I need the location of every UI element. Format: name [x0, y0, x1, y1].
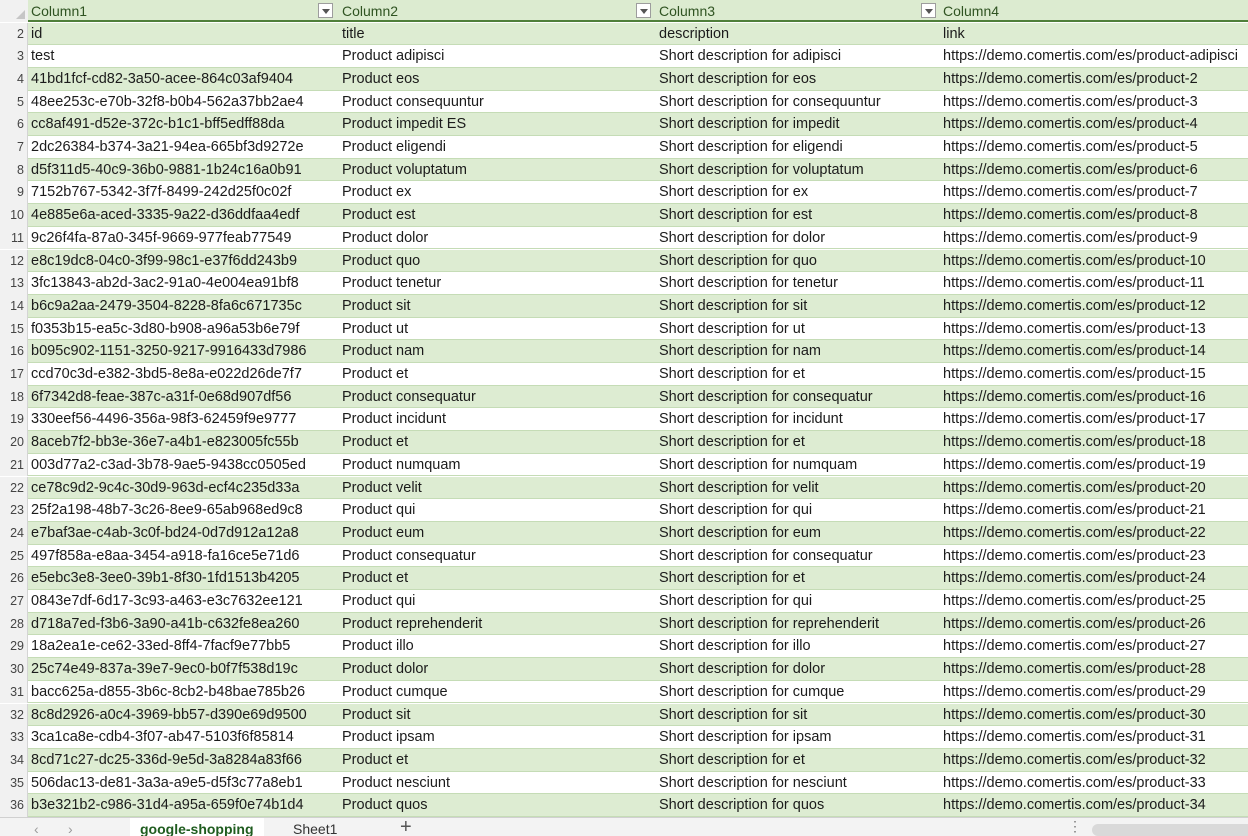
description-cell[interactable]: Short description for tenetur: [656, 272, 940, 295]
row-number[interactable]: 20: [0, 431, 28, 454]
description-cell[interactable]: Short description for nam: [656, 340, 940, 363]
id-cell[interactable]: b095c902-1151-3250-9217-9916433d7986: [28, 340, 339, 363]
title-cell[interactable]: Product qui: [339, 499, 656, 522]
title-cell[interactable]: Product dolor: [339, 658, 656, 681]
id-cell[interactable]: 4e885e6a-aced-3335-9a22-d36ddfaa4edf: [28, 204, 339, 227]
row-number[interactable]: 4: [0, 68, 28, 91]
link-cell[interactable]: https://demo.comertis.com/es/product-8: [940, 204, 1248, 227]
description-cell[interactable]: Short description for qui: [656, 499, 940, 522]
description-cell[interactable]: description: [656, 23, 940, 46]
row-number[interactable]: 32: [0, 704, 28, 727]
link-cell[interactable]: https://demo.comertis.com/es/product-26: [940, 613, 1248, 636]
filter-dropdown-column1[interactable]: [318, 3, 333, 18]
description-cell[interactable]: Short description for impedit: [656, 113, 940, 136]
description-cell[interactable]: Short description for et: [656, 431, 940, 454]
row-number[interactable]: 21: [0, 454, 28, 477]
row-number[interactable]: 25: [0, 545, 28, 568]
row-number[interactable]: 26: [0, 567, 28, 590]
header-label: Column4: [943, 3, 1000, 19]
filter-dropdown-column3[interactable]: [921, 3, 936, 18]
description-cell[interactable]: Short description for dolor: [656, 227, 940, 250]
header-cell-column3[interactable]: [656, 0, 940, 22]
description-cell[interactable]: Short description for velit: [656, 477, 940, 500]
title-cell[interactable]: Product dolor: [339, 227, 656, 250]
row-number[interactable]: 19: [0, 408, 28, 431]
link-cell[interactable]: https://demo.comertis.com/es/product-28: [940, 658, 1248, 681]
row-number[interactable]: 3: [0, 45, 28, 68]
link-cell[interactable]: https://demo.comertis.com/es/product-23: [940, 545, 1248, 568]
description-cell[interactable]: Short description for ipsam: [656, 726, 940, 749]
select-all-corner[interactable]: [0, 0, 29, 22]
title-cell[interactable]: Product quos: [339, 794, 656, 817]
title-cell[interactable]: Product ut: [339, 318, 656, 341]
link-cell[interactable]: https://demo.comertis.com/es/product-7: [940, 181, 1248, 204]
table-row: [0, 726, 1248, 749]
description-cell[interactable]: Short description for numquam: [656, 454, 940, 477]
id-cell[interactable]: 8aceb7f2-bb3e-36e7-a4b1-e823005fc55b: [28, 431, 339, 454]
description-cell[interactable]: Short description for sit: [656, 295, 940, 318]
description-cell[interactable]: Short description for et: [656, 567, 940, 590]
description-cell[interactable]: Short description for adipisci: [656, 45, 940, 68]
title-cell[interactable]: Product cumque: [339, 681, 656, 704]
link-cell[interactable]: https://demo.comertis.com/es/product-22: [940, 522, 1248, 545]
table-row: [0, 704, 1248, 727]
link-cell[interactable]: https://demo.comertis.com/es/product-34: [940, 794, 1248, 817]
description-cell[interactable]: Short description for et: [656, 363, 940, 386]
row-number[interactable]: 9: [0, 181, 28, 204]
description-cell[interactable]: Short description for sit: [656, 704, 940, 727]
table-row: [0, 227, 1248, 250]
id-cell[interactable]: 3ca1ca8e-cdb4-3f07-ab47-5103f6f85814: [28, 726, 339, 749]
description-cell[interactable]: Short description for eum: [656, 522, 940, 545]
header-cell-column1[interactable]: [28, 0, 339, 22]
table-row: [0, 499, 1248, 522]
row-number[interactable]: 33: [0, 726, 28, 749]
link-cell[interactable]: https://demo.comertis.com/es/product-27: [940, 635, 1248, 658]
title-cell[interactable]: Product voluptatum: [339, 159, 656, 182]
row-number[interactable]: 30: [0, 658, 28, 681]
description-cell[interactable]: Short description for cumque: [656, 681, 940, 704]
id-cell[interactable]: d718a7ed-f3b6-3a90-a41b-c632fe8ea260: [28, 613, 339, 636]
row-number[interactable]: 24: [0, 522, 28, 545]
id-cell[interactable]: 9c26f4fa-87a0-345f-9669-977feab77549: [28, 227, 339, 250]
title-cell[interactable]: Product est: [339, 204, 656, 227]
table-row: [0, 23, 1248, 46]
link-cell[interactable]: https://demo.comertis.com/es/product-13: [940, 318, 1248, 341]
link-cell[interactable]: https://demo.comertis.com/es/product-16: [940, 386, 1248, 409]
id-cell[interactable]: e5ebc3e8-3ee0-39b1-8f30-1fd1513b4205: [28, 567, 339, 590]
table-row: [0, 181, 1248, 204]
description-cell[interactable]: Short description for consequatur: [656, 545, 940, 568]
id-cell[interactable]: ce78c9d2-9c4c-30d9-963d-ecf4c235d33a: [28, 477, 339, 500]
link-cell[interactable]: link: [940, 23, 1248, 46]
title-cell[interactable]: Product nesciunt: [339, 772, 656, 795]
table-row: [0, 204, 1248, 227]
row-number[interactable]: 16: [0, 340, 28, 363]
table-row: [0, 522, 1248, 545]
title-cell[interactable]: Product illo: [339, 635, 656, 658]
title-cell[interactable]: Product nam: [339, 340, 656, 363]
id-cell[interactable]: f0353b15-ea5c-3d80-b908-a96a53b6e79f: [28, 318, 339, 341]
description-cell[interactable]: Short description for est: [656, 204, 940, 227]
link-cell[interactable]: https://demo.comertis.com/es/product-19: [940, 454, 1248, 477]
table-row: [0, 68, 1248, 91]
link-cell[interactable]: https://demo.comertis.com/es/product-24: [940, 567, 1248, 590]
title-cell[interactable]: Product impedit ES: [339, 113, 656, 136]
title-cell[interactable]: Product eligendi: [339, 136, 656, 159]
description-cell[interactable]: Short description for reprehenderit: [656, 613, 940, 636]
link-cell[interactable]: https://demo.comertis.com/es/product-6: [940, 159, 1248, 182]
filter-dropdown-column2[interactable]: [636, 3, 651, 18]
id-cell[interactable]: 2dc26384-b374-3a21-94ea-665bf3d9272e: [28, 136, 339, 159]
title-cell[interactable]: Product reprehenderit: [339, 613, 656, 636]
row-number[interactable]: 27: [0, 590, 28, 613]
link-cell[interactable]: https://demo.comertis.com/es/product-18: [940, 431, 1248, 454]
table-row: [0, 454, 1248, 477]
header-label: Column2: [342, 3, 399, 19]
table-row: [0, 477, 1248, 500]
description-cell[interactable]: Short description for qui: [656, 590, 940, 613]
id-cell[interactable]: 003d77a2-c3ad-3b78-9ae5-9438cc0505ed: [28, 454, 339, 477]
description-cell[interactable]: Short description for quo: [656, 250, 940, 273]
table-row: [0, 613, 1248, 636]
title-cell[interactable]: Product ex: [339, 181, 656, 204]
title-cell[interactable]: Product et: [339, 363, 656, 386]
row-number[interactable]: 5: [0, 91, 28, 114]
table-row: [0, 318, 1248, 341]
row-number[interactable]: 6: [0, 113, 28, 136]
row-number[interactable]: 22: [0, 477, 28, 500]
header-cell-column4[interactable]: [940, 0, 1248, 22]
id-cell[interactable]: 6f7342d8-feae-387c-a31f-0e68d907df56: [28, 386, 339, 409]
table-row: [0, 386, 1248, 409]
row-number[interactable]: 7: [0, 136, 28, 159]
table-row: [0, 91, 1248, 114]
title-cell[interactable]: Product et: [339, 749, 656, 772]
description-cell[interactable]: Short description for consequuntur: [656, 91, 940, 114]
link-cell[interactable]: https://demo.comertis.com/es/product-11: [940, 272, 1248, 295]
description-cell[interactable]: Short description for illo: [656, 635, 940, 658]
table-row: [0, 749, 1248, 772]
row-number[interactable]: 13: [0, 272, 28, 295]
id-cell[interactable]: b6c9a2aa-2479-3504-8228-8fa6c671735c: [28, 295, 339, 318]
id-cell[interactable]: 41bd1fcf-cd82-3a50-acee-864c03af9404: [28, 68, 339, 91]
title-cell[interactable]: Product sit: [339, 704, 656, 727]
link-cell[interactable]: https://demo.comertis.com/es/product-29: [940, 681, 1248, 704]
id-cell[interactable]: e7baf3ae-c4ab-3c0f-bd24-0d7d912a12a8: [28, 522, 339, 545]
link-cell[interactable]: https://demo.comertis.com/es/product-30: [940, 704, 1248, 727]
next-sheet-button[interactable]: ›: [68, 821, 73, 836]
link-cell[interactable]: https://demo.comertis.com/es/product-12: [940, 295, 1248, 318]
row-number[interactable]: 10: [0, 204, 28, 227]
description-cell[interactable]: Short description for dolor: [656, 658, 940, 681]
sheet-tab-google-shopping[interactable]: google-shopping: [130, 818, 264, 836]
row-number[interactable]: 15: [0, 318, 28, 341]
table-row: [0, 431, 1248, 454]
row-number[interactable]: 14: [0, 295, 28, 318]
row-number[interactable]: 36: [0, 794, 28, 817]
id-cell[interactable]: 497f858a-e8aa-3454-a918-fa16ce5e71d6: [28, 545, 339, 568]
table-row: [0, 635, 1248, 658]
table-row: [0, 363, 1248, 386]
id-cell[interactable]: 330eef56-4496-356a-98f3-62459f9e9777: [28, 408, 339, 431]
id-cell[interactable]: 8c8d2926-a0c4-3969-bb57-d390e69d9500: [28, 704, 339, 727]
description-cell[interactable]: Short description for quos: [656, 794, 940, 817]
id-cell[interactable]: 3fc13843-ab2d-3ac2-91a0-4e004ea91bf8: [28, 272, 339, 295]
row-number[interactable]: 11: [0, 227, 28, 250]
title-cell[interactable]: Product consequuntur: [339, 91, 656, 114]
link-cell[interactable]: https://demo.comertis.com/es/product-15: [940, 363, 1248, 386]
table-row: [0, 113, 1248, 136]
link-cell[interactable]: https://demo.comertis.com/es/product-20: [940, 477, 1248, 500]
table-row: [0, 681, 1248, 704]
id-cell[interactable]: 7152b767-5342-3f7f-8499-242d25f0c02f: [28, 181, 339, 204]
header-cell-column2[interactable]: [339, 0, 656, 22]
id-cell[interactable]: e8c19dc8-04c0-3f99-98c1-e37f6dd243b9: [28, 250, 339, 273]
title-cell[interactable]: Product velit: [339, 477, 656, 500]
row-number[interactable]: 35: [0, 772, 28, 795]
sheet-tab-bar: [0, 817, 1248, 836]
id-cell[interactable]: b3e321b2-c986-31d4-a95a-659f0e74b1d4: [28, 794, 339, 817]
link-cell[interactable]: https://demo.comertis.com/es/product-32: [940, 749, 1248, 772]
table-row: [0, 136, 1248, 159]
description-cell[interactable]: Short description for consequatur: [656, 386, 940, 409]
horizontal-scrollbar[interactable]: [1092, 824, 1248, 836]
table-row: [0, 772, 1248, 795]
table-row: [0, 567, 1248, 590]
title-cell[interactable]: Product eos: [339, 68, 656, 91]
id-cell[interactable]: test: [28, 45, 339, 68]
title-cell[interactable]: Product ipsam: [339, 726, 656, 749]
link-cell[interactable]: https://demo.comertis.com/es/product-9: [940, 227, 1248, 250]
link-cell[interactable]: https://demo.comertis.com/es/product-4: [940, 113, 1248, 136]
table-row: [0, 272, 1248, 295]
row-number[interactable]: 8: [0, 159, 28, 182]
description-cell[interactable]: Short description for incidunt: [656, 408, 940, 431]
description-cell[interactable]: Short description for eligendi: [656, 136, 940, 159]
table-header-row: [0, 0, 1248, 22]
title-cell[interactable]: Product qui: [339, 590, 656, 613]
link-cell[interactable]: https://demo.comertis.com/es/product-25: [940, 590, 1248, 613]
row-number[interactable]: 18: [0, 386, 28, 409]
link-cell[interactable]: https://demo.comertis.com/es/product-33: [940, 772, 1248, 795]
title-cell[interactable]: Product consequatur: [339, 545, 656, 568]
title-cell[interactable]: Product quo: [339, 250, 656, 273]
id-cell[interactable]: 18a2ea1e-ce62-33ed-8ff4-7facf9e77bb5: [28, 635, 339, 658]
table-row: [0, 590, 1248, 613]
vertical-ellipsis-icon[interactable]: ⋮: [1068, 818, 1082, 834]
description-cell[interactable]: Short description for eos: [656, 68, 940, 91]
header-label: Column3: [659, 3, 716, 19]
link-cell[interactable]: https://demo.comertis.com/es/product-adipisci: [940, 45, 1248, 68]
link-cell[interactable]: https://demo.comertis.com/es/product-3: [940, 91, 1248, 114]
sheet-tab-sheet1[interactable]: Sheet1: [293, 821, 338, 836]
title-cell[interactable]: Product et: [339, 431, 656, 454]
description-cell[interactable]: Short description for nesciunt: [656, 772, 940, 795]
id-cell[interactable]: 48ee253c-e70b-32f8-b0b4-562a37bb2ae4: [28, 91, 339, 114]
description-cell[interactable]: Short description for et: [656, 749, 940, 772]
table-row: [0, 250, 1248, 273]
title-cell[interactable]: title: [339, 23, 656, 46]
table-row: [0, 295, 1248, 318]
link-cell[interactable]: https://demo.comertis.com/es/product-10: [940, 250, 1248, 273]
id-cell[interactable]: d5f311d5-40c9-36b0-9881-1b24c16a0b91: [28, 159, 339, 182]
title-cell[interactable]: Product consequatur: [339, 386, 656, 409]
link-cell[interactable]: https://demo.comertis.com/es/product-2: [940, 68, 1248, 91]
row-number[interactable]: 2: [0, 23, 28, 46]
id-cell[interactable]: bacc625a-d855-3b6c-8cb2-b48bae785b26: [28, 681, 339, 704]
prev-sheet-button[interactable]: ‹: [34, 821, 39, 836]
id-cell[interactable]: 25c74e49-837a-39e7-9ec0-b0f7f538d19c: [28, 658, 339, 681]
description-cell[interactable]: Short description for ut: [656, 318, 940, 341]
row-number[interactable]: 12: [0, 250, 28, 273]
row-number[interactable]: 29: [0, 635, 28, 658]
table-row: [0, 408, 1248, 431]
title-cell[interactable]: Product numquam: [339, 454, 656, 477]
title-cell[interactable]: Product incidunt: [339, 408, 656, 431]
row-number[interactable]: 17: [0, 363, 28, 386]
title-cell[interactable]: Product eum: [339, 522, 656, 545]
title-cell[interactable]: Product et: [339, 567, 656, 590]
table-row: [0, 340, 1248, 363]
table-row: [0, 545, 1248, 568]
id-cell[interactable]: 0843e7df-6d17-3c93-a463-e3c7632ee121: [28, 590, 339, 613]
id-cell[interactable]: 506dac13-de81-3a3a-a9e5-d5f3c77a8eb1: [28, 772, 339, 795]
link-cell[interactable]: https://demo.comertis.com/es/product-14: [940, 340, 1248, 363]
plus-icon[interactable]: +: [400, 817, 412, 836]
table-row: [0, 658, 1248, 681]
link-cell[interactable]: https://demo.comertis.com/es/product-21: [940, 499, 1248, 522]
link-cell[interactable]: https://demo.comertis.com/es/product-5: [940, 136, 1248, 159]
id-cell[interactable]: id: [28, 23, 339, 46]
title-cell[interactable]: Product adipisci: [339, 45, 656, 68]
row-number[interactable]: 28: [0, 613, 28, 636]
row-number[interactable]: 23: [0, 499, 28, 522]
row-number[interactable]: 34: [0, 749, 28, 772]
link-cell[interactable]: https://demo.comertis.com/es/product-17: [940, 408, 1248, 431]
id-cell[interactable]: cc8af491-d52e-372c-b1c1-bff5edff88da: [28, 113, 339, 136]
link-cell[interactable]: https://demo.comertis.com/es/product-31: [940, 726, 1248, 749]
table-row: [0, 159, 1248, 182]
title-cell[interactable]: Product tenetur: [339, 272, 656, 295]
description-cell[interactable]: Short description for ex: [656, 181, 940, 204]
header-label: Column1: [31, 3, 88, 19]
id-cell[interactable]: ccd70c3d-e382-3bd5-8e8a-e022d26de7f7: [28, 363, 339, 386]
table-row: [0, 45, 1248, 68]
id-cell[interactable]: 8cd71c27-dc25-336d-9e5d-3a8284a83f66: [28, 749, 339, 772]
id-cell[interactable]: 25f2a198-48b7-3c26-8ee9-65ab968ed9c8: [28, 499, 339, 522]
description-cell[interactable]: Short description for voluptatum: [656, 159, 940, 182]
table-row: [0, 794, 1248, 817]
row-number[interactable]: 31: [0, 681, 28, 704]
title-cell[interactable]: Product sit: [339, 295, 656, 318]
